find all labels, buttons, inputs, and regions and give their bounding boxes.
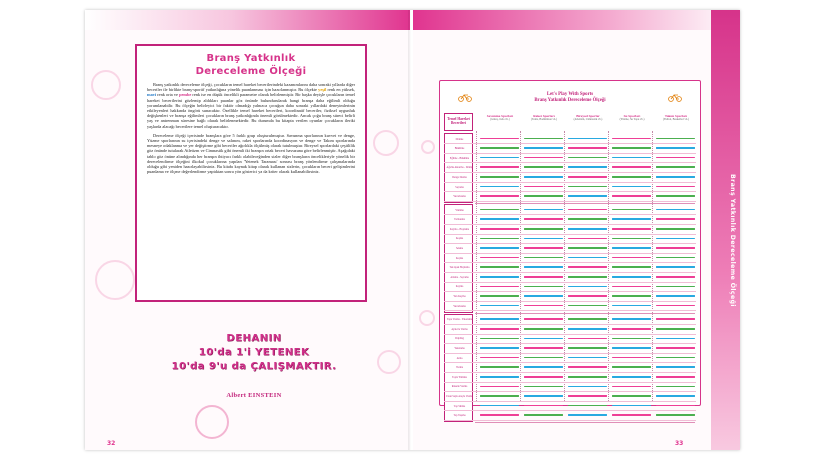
scale-bar-green: [568, 186, 607, 188]
skills-header-line-2: Becerileri: [451, 121, 466, 126]
scale-bar-blue: [656, 209, 695, 211]
table-title: [495, 92, 645, 104]
row-rule: [444, 382, 696, 383]
scale-bar-pink: [568, 238, 607, 240]
scale-bar-green: [480, 147, 519, 149]
scale-bar-blue: [612, 318, 651, 320]
scale-bar-pink: [568, 176, 607, 178]
scale-bar-green: [568, 157, 607, 159]
scale-bar-green: [612, 338, 651, 340]
scale-bar-blue: [612, 376, 651, 378]
column-subtitle: (Atletizm, Cimnastik vb.): [573, 118, 603, 122]
scale-bar-blue: [656, 266, 695, 268]
row-rule: [444, 172, 696, 173]
row-rule: [444, 410, 696, 411]
scale-bar-green: [656, 286, 695, 288]
title-line-1: Branş Yatkınlık: [206, 53, 296, 64]
scale-bar-green: [524, 414, 563, 416]
paragraph-2: Dereceleme ölçeği içerisinde branşlara göre 5 farklı grup oluşturulmuştur. Savunma sporlarının kuvvet ve denge, Yüzme sporlarının su içerisindeki denge ve salınım, raket sporlarında koordinasyon ve denge ve Takım sporlarında mesneye odaklanma ve yer değiştirme gibi beceriler ağırlıkla ölçülmüş olarak tutulmuştur. Bireysel sporlardaki çeşitlilik göz önünde tutularak Atletizm ve Cimnastik gibi önemli iki branşın ortak beceri havuzuna göre belirlenmiştir. Aşağıdaki tablo göz önüne alındığında her branşın ihtiyacı farklı olabileceğinden sizler diğer branşların öncelikleriyle yönelik bir derecelendirme ölçeğini ilkokul çocuklarına yapılan 'Yetenek Taraması' sonrası branş yönlendirme çalışmalarında olduğu gibi yeniden hazırlayabilirsiniz. Bu kitabı kaynak kitap olarak kullanan sizlerin, çocukların beceri gelişimlerini puanlama ve ölçme değerlendirme yaptıktan sonra yön gösterici ya da kriter olarak kullanabilirsiniz.: [147, 132, 355, 175]
column-subtitle: (Güreş, Judo vb.): [490, 118, 510, 122]
scale-bar-pink: [568, 338, 607, 340]
scale-bar-blue: [568, 386, 607, 388]
row-rule: [444, 262, 696, 263]
quote-line-1: DEHANIN: [226, 333, 282, 344]
skill-label: Kayma - Hoplama: [449, 227, 470, 231]
scale-bar-pink: [524, 186, 563, 188]
scale-bar-green: [480, 176, 519, 178]
scale-bar-green: [656, 138, 695, 140]
skill-label: Dönme: [455, 137, 464, 141]
row-rule: [444, 301, 696, 302]
scale-bar-green: [524, 195, 563, 197]
column-subtitle: (Futbol, Basketbol vb.): [663, 118, 689, 122]
scale-bar-pink: [480, 386, 519, 388]
scale-bar-green: [656, 414, 695, 416]
scale-bar-blue: [524, 176, 563, 178]
scale-bar-pink: [656, 186, 695, 188]
scale-bar-pink: [480, 195, 519, 197]
row-rule: [444, 253, 696, 254]
row-rule: [444, 191, 696, 192]
body-text: [147, 82, 355, 174]
skill-label: Sekme: [455, 247, 464, 251]
scale-bar-pink: [480, 414, 519, 416]
page-number-left: 32: [107, 440, 116, 447]
scale-bar-green: [524, 357, 563, 359]
row-rule: [444, 310, 696, 311]
scale-bar-green: [480, 266, 519, 268]
scale-bar-blue: [480, 218, 519, 220]
scale-bar-blue: [568, 328, 607, 330]
scale-bar-blue: [480, 405, 519, 407]
scale-bar-green: [656, 386, 695, 388]
scale-bar-green: [524, 386, 563, 388]
column-name: Savunma Sporları: [486, 114, 514, 118]
scale-bar-green: [480, 209, 519, 211]
scale-bar-blue: [480, 376, 519, 378]
scale-bar-blue: [612, 347, 651, 349]
scale-bar-green: [656, 257, 695, 259]
skill-label: Atlama - Sıçrama: [450, 275, 469, 279]
paragraph-1: [147, 82, 355, 129]
right-page: [413, 10, 740, 450]
scale-bar-pink: [480, 138, 519, 140]
scale-bar-pink: [568, 209, 607, 211]
scale-bar-blue: [656, 366, 695, 368]
scale-bar-green: [568, 405, 607, 407]
table-title-line-1: Let's Play With Sports: [546, 92, 594, 97]
scale-bar-green: [656, 328, 695, 330]
scale-bar-blue: [480, 347, 519, 349]
scale-bar-green: [524, 138, 563, 140]
skill-label: Yürüme: [455, 208, 464, 212]
scale-bar-blue: [524, 147, 563, 149]
column-header-3: [610, 114, 654, 122]
scale-bar-pink: [568, 395, 607, 397]
scale-bar-pink: [612, 328, 651, 330]
scale-bar-blue: [612, 276, 651, 278]
background-ring-doodle: [195, 405, 229, 439]
scale-bar-green: [656, 195, 695, 197]
scale-bar-blue: [480, 186, 519, 188]
scale-bar-pink: [656, 305, 695, 307]
background-ball-doodle: [419, 310, 435, 326]
scale-bar-blue: [524, 238, 563, 240]
row-rule: [444, 420, 696, 421]
column-subtitle: (Yüzme, Su Topu vb.): [619, 118, 645, 122]
scale-bar-blue: [524, 295, 563, 297]
quote-line-2: 10'da 1'i YETENEK: [198, 347, 310, 358]
scale-bar-blue: [568, 286, 607, 288]
column-name: Raket Sporları: [533, 114, 555, 118]
side-title: Branş Yatkınlık Dereceleme Ölçeği: [729, 173, 736, 307]
skill-label: Tırmanma: [454, 218, 465, 222]
scale-bar-pink: [480, 328, 519, 330]
scale-bar-pink: [480, 286, 519, 288]
scale-bar-pink: [480, 357, 519, 359]
background-ball-doodle: [421, 140, 435, 154]
skill-label: Uzun Saplı Araçla Vurma: [446, 395, 473, 399]
quote-author: Albert EINSTEIN: [226, 392, 282, 399]
row-rule: [444, 272, 696, 273]
scale-bar-green: [524, 257, 563, 259]
scale-description-box: [135, 44, 367, 302]
quote-line-3: 10'da 9'u da ÇALIŞMAKTIR.: [171, 361, 337, 372]
row-rule: [444, 201, 696, 202]
scale-bar-pink: [568, 366, 607, 368]
scale-bar-green: [612, 238, 651, 240]
einstein-quote: [125, 332, 383, 374]
skill-label: Denge Durma: [452, 175, 467, 179]
row-rule: [444, 224, 696, 225]
scale-bar-pink: [524, 218, 563, 220]
p1-part-a: Branş yatkınlık dereceleme ölçeği, çocukların temel hareket becerilerindeki kazanımlarını daha sonraki yıllarda diğer beceriler ile birlikte branş-sportif yatkınlığına yönelik puanlanması için hazırlanmıştır. Bu ölçekte: [147, 82, 355, 93]
skill-label: Yan Kayma: [453, 295, 466, 299]
scale-bar-pink: [480, 257, 519, 259]
skill-group-2: [444, 314, 473, 423]
skill-label: Eğilme - Bükülme: [449, 156, 470, 160]
row-rule: [444, 372, 696, 373]
scale-bar-pink: [524, 276, 563, 278]
scale-bar-pink: [524, 405, 563, 407]
scale-bar-green: [612, 295, 651, 297]
row-rule: [444, 282, 696, 283]
skill-label: Ayak ile Vurma: [451, 327, 468, 331]
scale-bar-pink: [612, 414, 651, 416]
scale-bar-green: [480, 366, 519, 368]
scale-bar-blue: [524, 266, 563, 268]
scale-bar-pink: [480, 166, 519, 168]
group-separator: [475, 203, 695, 204]
scale-bar-blue: [524, 395, 563, 397]
column-header-0: [478, 114, 522, 122]
scale-bar-blue: [656, 176, 695, 178]
skill-label: Ağırlık Aktarma - Dönüş: [446, 166, 473, 170]
column-name: Bireysel Sporlar: [576, 114, 600, 118]
column-subtitle: (Tenis, Badminton vb.): [531, 118, 557, 122]
scale-bar-green: [568, 318, 607, 320]
scale-bar-green: [568, 305, 607, 307]
scale-bar-blue: [568, 195, 607, 197]
row-rule: [444, 362, 696, 363]
scale-bar-blue: [656, 338, 695, 340]
row-rule: [444, 153, 696, 154]
p1-part-b: renk en yüksek,: [326, 87, 355, 93]
p1-part-d: renk ise en düşük öncelikli parametre olarak belirlenmiştir. Bir başka deyişle çocukların temel hareket becerilerini gözlemip aldıkları puanlar göz önünde bulundurularak hangi branşa daha eğilimli olduğu yorumlanabilir. Bu ölçeğin belirleyici bir faktör olmadığı yalnızca çocuğun daha sonraki yıllardaki deneyimlerinin etkileyenleri hakkında öngörü sunacaktır. Özellikle temel hareket becerileri, koordinatif beceriler, fiziksel uygunluk değişkenleri ve branşa eğilimleri çocukların branş yatkınlığında önemli görülmektedir. Ancak çoğu branş süreci belirli yaş ve antrenman süresine bağlı olarak belirlenmektedir. Bu durumda bu kitapta verilen oyunlar çocukların ileriki yaşlarda alacağı becerilere temel oluşturacaktır.: [147, 92, 355, 129]
scale-bar-pink: [524, 318, 563, 320]
skill-label: Topa Vurma - Yakalama: [446, 318, 473, 322]
background-ball-doodle: [91, 70, 121, 100]
page-number-right: 33: [675, 440, 684, 447]
scale-bar-green: [656, 228, 695, 230]
title-line-2: Dereceleme Ölçeği: [195, 66, 307, 77]
row-rule: [444, 243, 696, 244]
skill-label: Topla Yürüme: [452, 375, 467, 379]
skill-group-1: [444, 204, 473, 313]
scale-bar-blue: [568, 357, 607, 359]
scale-bar-blue: [568, 257, 607, 259]
row-rule: [444, 182, 696, 183]
scale-bar-pink: [656, 218, 695, 220]
scale-bar-blue: [612, 157, 651, 159]
skill-label: Kaçma: [455, 256, 464, 260]
scale-bar-blue: [568, 414, 607, 416]
scale-bar-pink: [656, 376, 695, 378]
row-rule: [444, 334, 696, 335]
scale-bar-blue: [480, 305, 519, 307]
background-ball-doodle: [373, 130, 399, 156]
scale-bar-blue: [524, 366, 563, 368]
color-word-pink: pembe: [179, 92, 192, 98]
group-separator: [475, 313, 695, 314]
scale-bar-pink: [524, 376, 563, 378]
column-name: Takım Sporları: [664, 114, 688, 118]
scale-bar-green: [480, 238, 519, 240]
scale-bar-pink: [568, 295, 607, 297]
skill-label: Yuvarlanma: [453, 304, 466, 308]
scale-bar-blue: [612, 218, 651, 220]
row-rule: [444, 234, 696, 235]
bicycle-icon: [458, 93, 472, 102]
scale-bar-green: [524, 328, 563, 330]
scale-bar-blue: [612, 186, 651, 188]
skill-label: Kayma: [455, 285, 464, 289]
column-header-1: [522, 114, 566, 122]
skill-label: Koşma: [455, 237, 464, 241]
table-header: [440, 81, 699, 113]
scale-bar-green: [612, 147, 651, 149]
scale-bar-pink: [612, 166, 651, 168]
scale-bar-green: [612, 209, 651, 211]
row-rule: [444, 291, 696, 292]
scale-bar-pink: [656, 405, 695, 407]
scale-bar-blue: [656, 395, 695, 397]
aptitude-scale-table: [439, 80, 701, 418]
scale-bar-pink: [612, 386, 651, 388]
scale-bar-blue: [612, 405, 651, 407]
scale-bar-blue: [568, 138, 607, 140]
scale-bar-pink: [524, 347, 563, 349]
scale-bar-blue: [480, 157, 519, 159]
scale-bar-pink: [656, 157, 695, 159]
box-title: [147, 52, 355, 78]
scale-bar-pink: [524, 157, 563, 159]
row-rule: [444, 353, 696, 354]
skill-label: Dripling: [455, 337, 464, 341]
scale-bar-green: [524, 166, 563, 168]
scale-bar-pink: [612, 257, 651, 259]
skills-header-line-1: Temel Hareket: [447, 117, 470, 121]
scale-bar-pink: [612, 228, 651, 230]
skill-label: Yuvarlanma: [453, 195, 466, 199]
scale-bar-blue: [480, 276, 519, 278]
group-separator: [475, 422, 695, 423]
skill-label: Bükülme: [454, 147, 465, 151]
scale-bar-blue: [524, 209, 563, 211]
row-rule: [444, 401, 696, 402]
scale-bar-pink: [524, 305, 563, 307]
scale-bar-pink: [612, 357, 651, 359]
scale-bar-pink: [656, 347, 695, 349]
row-rule: [444, 343, 696, 344]
row-rule: [444, 391, 696, 392]
scale-bar-blue: [656, 147, 695, 149]
scale-bar-green: [568, 247, 607, 249]
scale-bar-green: [568, 218, 607, 220]
skill-label: Vurma: [455, 366, 464, 370]
scale-bar-green: [480, 295, 519, 297]
scale-bar-green: [568, 376, 607, 378]
table-title-line-2: Branş Yatkınlık Dereceleme Ölçeği: [534, 98, 606, 103]
scale-bar-green: [612, 176, 651, 178]
scale-bar-blue: [656, 238, 695, 240]
p1-part-c: renk orta ve: [156, 92, 180, 98]
scale-bar-pink: [612, 286, 651, 288]
scale-bar-pink: [612, 195, 651, 197]
row-rule: [444, 214, 696, 215]
skill-label: Yakalama: [454, 347, 465, 351]
skill-label: Raketle Vurma: [451, 385, 468, 389]
scale-bar-pink: [656, 276, 695, 278]
scale-bar-pink: [480, 228, 519, 230]
row-rule: [444, 143, 696, 144]
scale-bar-blue: [656, 295, 695, 297]
top-pink-band: [85, 10, 410, 30]
bicycle-icon: [668, 93, 682, 102]
scale-bar-blue: [568, 166, 607, 168]
scale-bar-pink: [524, 247, 563, 249]
side-title-strip: [711, 10, 740, 450]
scale-bar-green: [612, 395, 651, 397]
scale-bar-green: [480, 338, 519, 340]
scale-bar-blue: [524, 338, 563, 340]
skill-label: Tek Ayak Hoplama: [449, 266, 470, 270]
scale-bar-blue: [480, 318, 519, 320]
book-spread: [85, 10, 740, 450]
skills-header-cell: [444, 113, 473, 131]
top-pink-band: [413, 10, 740, 30]
scale-bar-green: [524, 228, 563, 230]
scale-bar-pink: [656, 247, 695, 249]
scale-bar-green: [568, 347, 607, 349]
scale-bar-green: [656, 166, 695, 168]
row-rule: [444, 162, 696, 163]
scale-bar-blue: [480, 247, 519, 249]
scale-bar-green: [568, 276, 607, 278]
scale-bar-blue: [612, 305, 651, 307]
scale-bar-pink: [568, 147, 607, 149]
scale-bar-green: [524, 286, 563, 288]
background-ball-doodle: [95, 260, 135, 300]
scale-bar-blue: [568, 228, 607, 230]
color-word-yellow: yeşil: [318, 87, 327, 93]
scale-bar-green: [656, 357, 695, 359]
row-rule: [444, 324, 696, 325]
color-word-blue: mavi: [147, 92, 157, 98]
column-header-4: [654, 114, 698, 122]
column-name: Su Sporları: [623, 114, 641, 118]
scale-bar-green: [612, 366, 651, 368]
scale-bar-pink: [656, 318, 695, 320]
left-page: [85, 10, 410, 450]
scale-bar-pink: [568, 266, 607, 268]
scale-bar-blue: [612, 247, 651, 249]
skill-label: Sıçrama: [455, 185, 464, 189]
skill-label: Atma: [456, 356, 463, 360]
skill-label: Top Taşıma: [453, 414, 466, 418]
column-header-2: [566, 114, 610, 122]
scale-bar-green: [612, 266, 651, 268]
scale-bar-green: [480, 395, 519, 397]
skill-label: Top Sürme: [453, 404, 466, 408]
scale-bar-pink: [612, 138, 651, 140]
